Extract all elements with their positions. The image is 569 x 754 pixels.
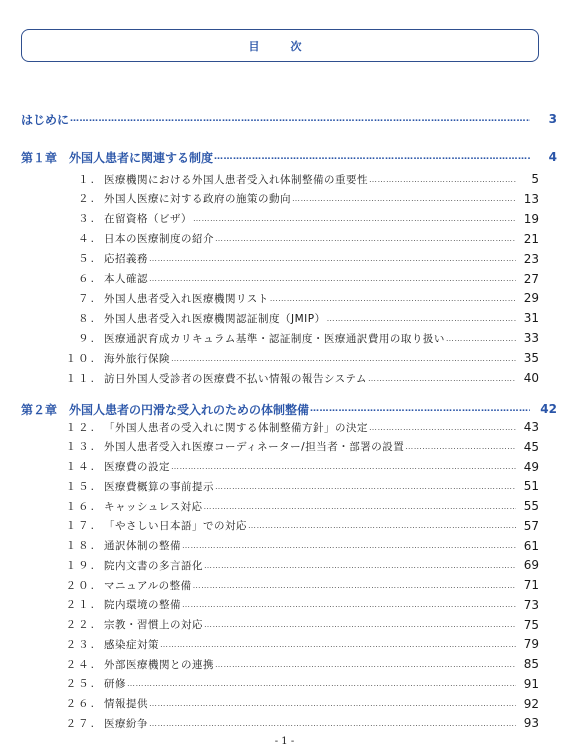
leader-dots bbox=[214, 152, 530, 162]
leader-dots bbox=[149, 274, 516, 283]
leader-dots bbox=[292, 194, 516, 203]
leader-dots bbox=[149, 699, 516, 708]
toc-intro[interactable] bbox=[0, 110, 569, 128]
leader-dots bbox=[369, 423, 516, 432]
toc-entry[interactable] bbox=[0, 517, 569, 535]
toc-entry-page: 21 bbox=[523, 231, 539, 246]
toc-chapter-1-label: 第１章 外国人患者に関連する制度 bbox=[21, 150, 214, 165]
toc-entry-number: １３. bbox=[65, 441, 96, 454]
toc-entry[interactable] bbox=[0, 190, 569, 208]
leader-dots bbox=[215, 660, 516, 669]
toc-entry-page: 69 bbox=[523, 558, 539, 573]
leader-dots bbox=[327, 314, 516, 323]
toc-entry-number: １５. bbox=[65, 480, 96, 493]
toc-entry-page: 23 bbox=[523, 251, 539, 266]
toc-entry-page: 55 bbox=[523, 499, 539, 513]
toc-entry[interactable] bbox=[0, 210, 569, 228]
toc-entry[interactable] bbox=[0, 349, 569, 367]
toc-entry-number: １１. bbox=[65, 372, 96, 385]
toc-entry[interactable] bbox=[0, 655, 569, 673]
toc-entry-number: ３. bbox=[78, 213, 96, 226]
toc-entry-page: 71 bbox=[523, 578, 539, 592]
toc-entry-text: 研修 bbox=[104, 678, 126, 691]
leader-dots bbox=[182, 541, 516, 550]
toc-entry-text: 感染症対策 bbox=[104, 638, 159, 651]
leader-dots bbox=[215, 234, 516, 243]
toc-entry-number: ９. bbox=[78, 332, 96, 345]
toc-entry-text: 日本の医療制度の紹介 bbox=[104, 233, 214, 246]
toc-entry-number: １９. bbox=[65, 559, 96, 572]
toc-entry-page: 61 bbox=[523, 538, 539, 553]
toc-entry-page: 40 bbox=[523, 371, 539, 385]
leader-dots bbox=[310, 404, 530, 414]
toc-entry-number: １. bbox=[78, 173, 96, 186]
toc-chapter-2-label: 第２章 外国人患者の円滑な受入れのための体制整備 bbox=[21, 402, 310, 417]
toc-entry[interactable] bbox=[0, 695, 569, 713]
toc-entry[interactable] bbox=[0, 418, 569, 436]
leader-dots bbox=[149, 719, 516, 728]
toc-entry-number: ２６. bbox=[65, 698, 96, 710]
toc-entry-number: １２. bbox=[65, 421, 96, 434]
toc-entry-text: 医療機関における外国人患者受入れ体制整備の重要性 bbox=[104, 173, 368, 186]
toc-entry-text: 海外旅行保険 bbox=[104, 352, 170, 365]
toc-entry[interactable] bbox=[0, 477, 569, 495]
toc-entry-page: 27 bbox=[523, 271, 539, 286]
toc-entry-number: ８. bbox=[78, 312, 96, 325]
toc-entry-page: 93 bbox=[523, 716, 539, 731]
toc-entry-number: ２１. bbox=[65, 599, 96, 612]
toc-entry-text: 医療費の設定 bbox=[104, 461, 170, 473]
leader-dots bbox=[182, 600, 516, 609]
toc-entry-page: 35 bbox=[523, 351, 539, 366]
toc-entry-page: 73 bbox=[523, 597, 539, 612]
toc-entry-page: 45 bbox=[523, 439, 539, 454]
toc-entry-number: １０. bbox=[65, 352, 96, 365]
toc-entry-number: １８. bbox=[65, 540, 96, 552]
toc-entry-text: マニュアルの整備 bbox=[104, 579, 192, 592]
toc-entry-page: 75 bbox=[523, 617, 539, 632]
toc-entry-number: ２４. bbox=[65, 658, 96, 671]
toc-entry-page: 92 bbox=[523, 696, 539, 711]
toc-entry-text: 医療通訳育成カリキュラム基準・認証制度・医療通訳費用の取り扱い bbox=[104, 332, 445, 345]
toc-entry-number: ６. bbox=[78, 273, 96, 285]
toc-title-box bbox=[21, 29, 539, 62]
toc-entry[interactable] bbox=[0, 250, 569, 268]
toc-entry[interactable] bbox=[0, 369, 569, 387]
toc-entry-number: ２０. bbox=[65, 579, 96, 592]
toc-entry-page: 29 bbox=[523, 291, 539, 306]
toc-entry-text: 外国人患者受入れ医療コーディネーター/担当者・部署の設置 bbox=[104, 441, 405, 454]
toc-entry-page: 13 bbox=[523, 191, 539, 206]
toc-entry-page: 49 bbox=[523, 459, 539, 474]
toc-intro-label: はじめに bbox=[21, 112, 70, 127]
toc-entry-number: １４. bbox=[65, 461, 96, 473]
toc-chapter-1-page: 4 bbox=[548, 150, 557, 164]
toc-chapter-2-page: 42 bbox=[540, 402, 557, 416]
page-number: - 1 - bbox=[274, 736, 295, 747]
leader-dots bbox=[248, 521, 516, 530]
toc-entry[interactable] bbox=[0, 170, 569, 188]
toc-entry-number: ２２. bbox=[65, 619, 96, 631]
toc-entry-text: 「外国人患者の受入れに関する体制整備方針」の決定 bbox=[104, 421, 368, 434]
toc-entry[interactable] bbox=[0, 537, 569, 555]
toc-entry-number: ５. bbox=[78, 253, 96, 266]
toc-entry-page: 51 bbox=[523, 479, 539, 494]
leader-dots bbox=[171, 462, 516, 471]
toc-entry[interactable] bbox=[0, 309, 569, 327]
toc-entry-page: 5 bbox=[531, 172, 539, 186]
toc-entry[interactable] bbox=[0, 616, 569, 634]
toc-entry-text: 院内環境の整備 bbox=[104, 599, 181, 612]
toc-entry[interactable] bbox=[0, 329, 569, 347]
toc-entry-page: 19 bbox=[523, 211, 539, 226]
toc-entry-number: ２３. bbox=[65, 638, 96, 651]
leader-dots bbox=[193, 581, 516, 590]
toc-entry-page: 91 bbox=[523, 676, 539, 691]
toc-entry[interactable] bbox=[0, 596, 569, 614]
toc-entry[interactable] bbox=[0, 497, 569, 515]
toc-entry-page: 33 bbox=[523, 331, 539, 346]
toc-entry-page: 43 bbox=[523, 420, 539, 434]
leader-dots bbox=[270, 294, 516, 303]
toc-entry-number: ２５. bbox=[65, 678, 96, 691]
leader-dots bbox=[446, 334, 516, 343]
leader-dots bbox=[215, 482, 516, 491]
toc-entry-page: 57 bbox=[523, 518, 539, 533]
toc-entry-text: 外国人患者受入れ医療機関リスト bbox=[104, 292, 269, 305]
toc-entry-text: 本人確認 bbox=[104, 273, 148, 285]
toc-entry-text: 医療費概算の事前提示 bbox=[104, 480, 214, 493]
toc-entry-number: １６. bbox=[65, 500, 96, 513]
leader-dots bbox=[369, 175, 516, 184]
toc-entry-page: 79 bbox=[523, 637, 539, 652]
toc-entry-text: 在留資格（ビザ） bbox=[104, 213, 192, 226]
toc-entry[interactable] bbox=[0, 289, 569, 307]
leader-dots bbox=[70, 114, 530, 124]
toc-entry[interactable] bbox=[0, 576, 569, 594]
leader-dots bbox=[160, 640, 516, 649]
toc-entry[interactable] bbox=[0, 675, 569, 693]
toc-entry-text: 通訳体制の整備 bbox=[104, 540, 181, 552]
toc-entry-number: ２７. bbox=[65, 717, 96, 730]
leader-dots bbox=[193, 214, 516, 223]
toc-entry-text: 宗教・習慣上の対応 bbox=[104, 619, 203, 631]
toc-intro-page: 3 bbox=[548, 112, 557, 126]
leader-dots bbox=[204, 561, 516, 570]
toc-entry-text: 院内文書の多言語化 bbox=[104, 559, 203, 572]
toc-entry-number: １７. bbox=[65, 520, 96, 533]
leader-dots bbox=[171, 354, 516, 363]
leader-dots bbox=[405, 442, 516, 451]
toc-entry-page: 85 bbox=[523, 657, 539, 671]
toc-entry[interactable] bbox=[0, 230, 569, 248]
toc-entry[interactable] bbox=[0, 714, 569, 732]
leader-dots bbox=[149, 254, 516, 263]
leader-dots bbox=[203, 502, 516, 511]
leader-dots bbox=[127, 679, 516, 688]
toc-entry-text: 外国人医療に対する政府の施策の動向 bbox=[104, 193, 291, 206]
toc-entry-number: ２. bbox=[78, 193, 96, 206]
leader-dots bbox=[368, 374, 516, 383]
toc-entry[interactable] bbox=[0, 635, 569, 653]
toc-entry[interactable] bbox=[0, 270, 569, 288]
toc-chapter-1[interactable] bbox=[0, 148, 569, 166]
toc-title: 目 次 bbox=[248, 39, 312, 53]
toc-entry-text: 外国人患者受入れ医療機関認証制度（JMIP） bbox=[104, 312, 326, 325]
toc-entry-number: ７. bbox=[78, 292, 96, 305]
toc-chapter-2[interactable] bbox=[0, 400, 569, 418]
toc-entry-text: キャッシュレス対応 bbox=[104, 500, 203, 513]
toc-entry-text: 「やさしい日本語」での対応 bbox=[104, 520, 247, 533]
leader-dots bbox=[204, 620, 516, 629]
toc-entry-text: 外部医療機関との連携 bbox=[104, 658, 214, 671]
toc-entry-text: 情報提供 bbox=[104, 698, 148, 710]
toc-entry-text: 訪日外国人受診者の医療費不払い情報の報告システム bbox=[104, 372, 367, 385]
toc-entry[interactable] bbox=[0, 438, 569, 456]
toc-entry-text: 応招義務 bbox=[104, 253, 148, 266]
toc-entry[interactable] bbox=[0, 556, 569, 574]
toc-entry-text: 医療紛争 bbox=[104, 717, 148, 730]
toc-entry-page: 31 bbox=[523, 311, 539, 326]
toc-entry-number: ４. bbox=[78, 233, 96, 246]
toc-entry[interactable] bbox=[0, 458, 569, 476]
